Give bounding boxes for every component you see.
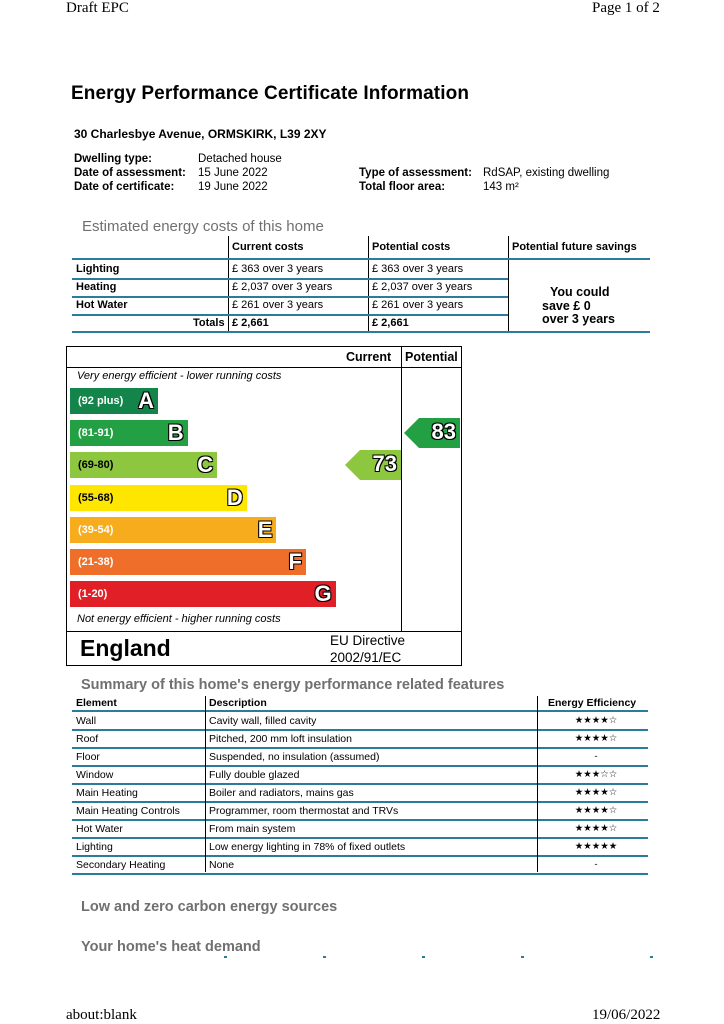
header-element: Element	[76, 697, 117, 709]
potential-cost: £ 363 over 3 years	[372, 263, 464, 275]
rating-band-d	[70, 485, 247, 511]
divider	[72, 258, 650, 260]
divider	[72, 331, 650, 333]
efficiency-rating: ★★★★☆	[574, 805, 618, 816]
header-description: Description	[209, 697, 267, 709]
efficiency-rating: ★★★★☆	[574, 787, 618, 798]
element-description: None	[209, 859, 235, 871]
element-name: Window	[76, 769, 114, 781]
floor-area-value: 143 m²	[483, 181, 519, 193]
element-description: Fully double glazed	[209, 769, 300, 781]
potential-column-header: Potential	[405, 350, 458, 364]
potential-cost: £ 261 over 3 years	[372, 299, 464, 311]
page-title: Energy Performance Certificate Information	[71, 83, 470, 104]
certificate-date-label: Date of certificate:	[74, 181, 175, 193]
dwelling-type-value: Detached house	[198, 153, 282, 165]
bottom-note: Not energy efficient - higher running costs	[77, 613, 281, 625]
assessment-date-value: 15 June 2022	[198, 167, 268, 179]
band-range: (69-80)	[78, 459, 114, 472]
totals-label: Totals	[193, 317, 225, 329]
element-description: Boiler and radiators, mains gas	[209, 787, 354, 799]
divider	[224, 956, 227, 958]
band-letter: E	[257, 516, 273, 542]
costs-section-title: Estimated energy costs of this home	[82, 218, 324, 235]
divider	[401, 347, 402, 631]
savings-line: You could	[550, 285, 610, 299]
element-name: Floor	[76, 751, 100, 763]
divider	[72, 819, 648, 821]
efficiency-rating: ★★★★★	[574, 841, 618, 852]
divider	[72, 314, 508, 316]
band-range: (81-91)	[78, 427, 114, 440]
divider	[72, 278, 508, 280]
element-name: Roof	[76, 733, 99, 745]
efficiency-rating: ★★★★☆	[574, 733, 618, 744]
floor-area-label: Total floor area:	[359, 181, 446, 193]
property-address: 30 Charlesbye Avenue, ORMSKIRK, L39 2XY	[74, 127, 327, 141]
element-name: Hot Water	[76, 823, 123, 835]
header-potential-costs: Potential costs	[372, 241, 451, 253]
band-range: (55-68)	[78, 491, 114, 504]
element-description: Suspended, no insulation (assumed)	[209, 751, 380, 763]
summary-section-title: Summary of this home's energy performance related features	[81, 677, 505, 693]
efficiency-rating: -	[594, 751, 598, 762]
element-name: Secondary Heating	[76, 859, 166, 871]
divider	[72, 783, 648, 785]
dwelling-type-label: Dwelling type:	[74, 153, 152, 165]
row-label: Lighting	[76, 263, 120, 275]
element-description: Cavity wall, filled cavity	[209, 715, 317, 727]
energy-rating-chart	[66, 346, 462, 666]
potential-rating-value: 83	[431, 419, 456, 445]
savings-note	[542, 286, 615, 327]
divider	[72, 710, 648, 712]
savings-line: over 3 years	[542, 312, 615, 326]
efficiency-rating: ★★★★☆	[574, 715, 618, 726]
element-description: Low energy lighting in 78% of fixed outlets	[209, 841, 406, 853]
divider	[72, 765, 648, 767]
divider	[422, 956, 425, 958]
efficiency-rating: ★★★★☆	[574, 823, 618, 834]
element-name: Main Heating Controls	[76, 805, 180, 817]
rating-band-b	[70, 420, 188, 446]
country-label: England	[80, 635, 171, 661]
current-cost: £ 261 over 3 years	[232, 299, 324, 311]
band-letter: F	[288, 549, 302, 574]
divider	[521, 956, 524, 958]
band-letter: D	[226, 484, 243, 510]
directive-line: 2002/91/EC	[330, 650, 402, 665]
band-range: (1-20)	[78, 588, 108, 601]
element-description: Programmer, room thermostat and TRVs	[209, 805, 399, 817]
rating-band-a	[70, 388, 158, 414]
divider	[72, 801, 648, 803]
lzc-section-title: Low and zero carbon energy sources	[81, 899, 338, 915]
header-page-number: Page 1 of 2	[592, 0, 660, 16]
element-description: From main system	[209, 823, 296, 835]
divider	[72, 747, 648, 749]
savings-line: save £ 0	[542, 298, 591, 313]
rating-band-e	[70, 517, 276, 543]
totals-potential: £ 2,661	[372, 317, 409, 329]
divider	[72, 873, 648, 875]
band-letter: C	[197, 452, 214, 478]
divider	[72, 837, 648, 839]
rating-band-f	[70, 549, 306, 575]
band-letter: B	[167, 420, 184, 446]
header-current-costs: Current costs	[232, 241, 304, 253]
header-future-savings: Potential future savings	[512, 241, 637, 253]
element-name: Lighting	[76, 841, 113, 853]
divider	[72, 729, 648, 731]
divider	[72, 296, 508, 298]
heat-demand-section-title: Your home's heat demand	[81, 939, 261, 955]
row-label: Hot Water	[76, 299, 128, 311]
band-range: (92 plus)	[78, 395, 124, 407]
element-name: Wall	[76, 715, 97, 727]
current-cost: £ 2,037 over 3 years	[232, 281, 333, 293]
rating-band-c	[70, 452, 217, 478]
potential-rating-arrow	[404, 418, 460, 448]
divider	[537, 696, 538, 872]
directive-line: EU Directive	[330, 633, 406, 648]
divider	[72, 855, 648, 857]
current-rating-arrow	[345, 450, 401, 480]
assessment-date-label: Date of assessment:	[74, 167, 186, 179]
header-efficiency: Energy Efficiency	[548, 697, 637, 709]
divider	[650, 956, 653, 958]
efficiency-rating: -	[594, 859, 598, 870]
band-letter: A	[138, 388, 154, 413]
assessment-type-label: Type of assessment:	[359, 167, 472, 179]
divider	[205, 696, 206, 872]
band-letter: G	[314, 581, 332, 607]
current-rating-value: 73	[372, 451, 397, 477]
certificate-date-value: 19 June 2022	[198, 181, 268, 193]
row-label: Heating	[76, 281, 117, 293]
band-range: (21-38)	[78, 556, 114, 568]
header-doc-title: Draft EPC	[66, 0, 129, 16]
element-name: Main Heating	[76, 787, 138, 799]
current-cost: £ 363 over 3 years	[232, 263, 324, 275]
divider	[323, 956, 326, 958]
current-column-header: Current	[346, 350, 392, 364]
top-note: Very energy efficient - lower running costs	[77, 370, 282, 382]
efficiency-rating: ★★★☆☆	[574, 769, 618, 780]
footer-url: about:blank	[66, 1007, 137, 1023]
eu-directive	[330, 632, 405, 666]
rating-band-g	[70, 581, 336, 607]
footer-date: 19/06/2022	[592, 1007, 661, 1023]
element-description: Pitched, 200 mm loft insulation	[209, 733, 352, 745]
band-range: (39-54)	[78, 523, 114, 536]
potential-cost: £ 2,037 over 3 years	[372, 281, 473, 293]
totals-current: £ 2,661	[232, 317, 269, 329]
assessment-type-value: RdSAP, existing dwelling	[483, 167, 610, 179]
